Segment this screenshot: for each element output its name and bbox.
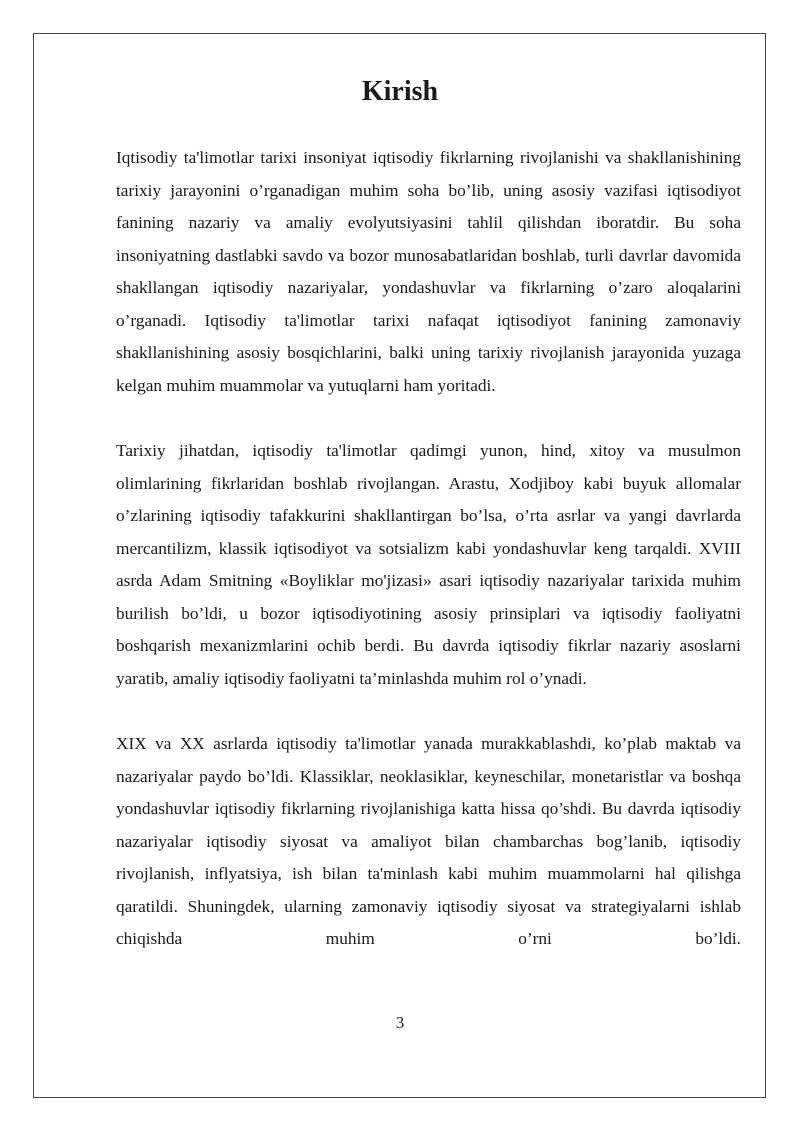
paragraph-3: XIX va XX asrlarda iqtisodiy ta'limotlar yanada murakkablashdi, ko’plab maktab va nazariyalar paydo bo’ldi. Klassiklar, neoklasiklar, keyneschilar, monetaristlar va boshqa yondashuvlar iqtisodiy fikrlarning rivojlanishiga katta hissa qo’shdi. Bu davrda iqtisodiy nazariyalar iqtisodiy siyosat va amaliyot bilan chambarchas bog’lanib, iqtisodiy rivojlanish, inflyatsiya, ish bilan ta'minlash kabi muhim muammolarni hal qilishga qaratildi. Shuningdek, ularning zamonaviy iqtisodiy siyosat va strategiyalarni ishlab chiqishda muhim o’rni bo’ldi. xyxy=(116,734,741,948)
page-number: 3 xyxy=(395,1013,405,1032)
document-title: Kirish xyxy=(361,76,439,107)
paragraph-1: Iqtisodiy ta'limotlar tarixi insoniyat iqtisodiy fikrlarning rivojlanishi va shakllanishining tarixiy jarayonini o’rganadigan muhim soha bo’lib, uning asosiy vazifasi iqtisodiyot fanining nazariy va amaliy evolyutsiyasini tahlil qilishdan iboratdir. Bu soha insoniyatning dastlabki savdo va bozor munosabatlaridan boshlab, turli davrlar davomida shakllangan iqtisodiy nazariyalar, yondashuvlar va fikrlarning o’zaro aloqalarini o’rganadi. Iqtisodiy ta'limotlar tarixi nafaqat iqtisodiyot fanining zamonaviy shakllanishining asosiy bosqichlarini, balki uning tarixiy rivojlanish jarayonida yuzaga kelgan muhim muammolar va yutuqlarni ham yoritadi. xyxy=(116,148,741,395)
paragraph-2: Tarixiy jihatdan, iqtisodiy ta'limotlar qadimgi yunon, hind, xitoy va musulmon olimlarining fikrlaridan boshlab rivojlangan. Arastu, Xodjiboy kabi buyuk allomalar o’zlarining iqtisodiy tafakkurini shakllantirgan bo’lsa, o’rta asrlar va yangi davrlarda mercantilizm, klassik iqtisodiyot va sotsializm kabi yondashuvlar keng tarqaldi. XVIII asrda Adam Smitning «Boyliklar mo'jizasi» asari iqtisodiy nazariyalar tarixida muhim burilish bo’ldi, u bozor iqtisodiyotining asosiy prinsiplari va iqtisodiy faoliyatni boshqarish mexanizmlarini ochib berdi. Bu davrda iqtisodiy fikrlar nazariy asoslarni yaratib, amaliy iqtisodiy faoliyatni ta’minlashda muhim rol o’ynadi. xyxy=(116,441,741,688)
document-body xyxy=(116,142,741,956)
